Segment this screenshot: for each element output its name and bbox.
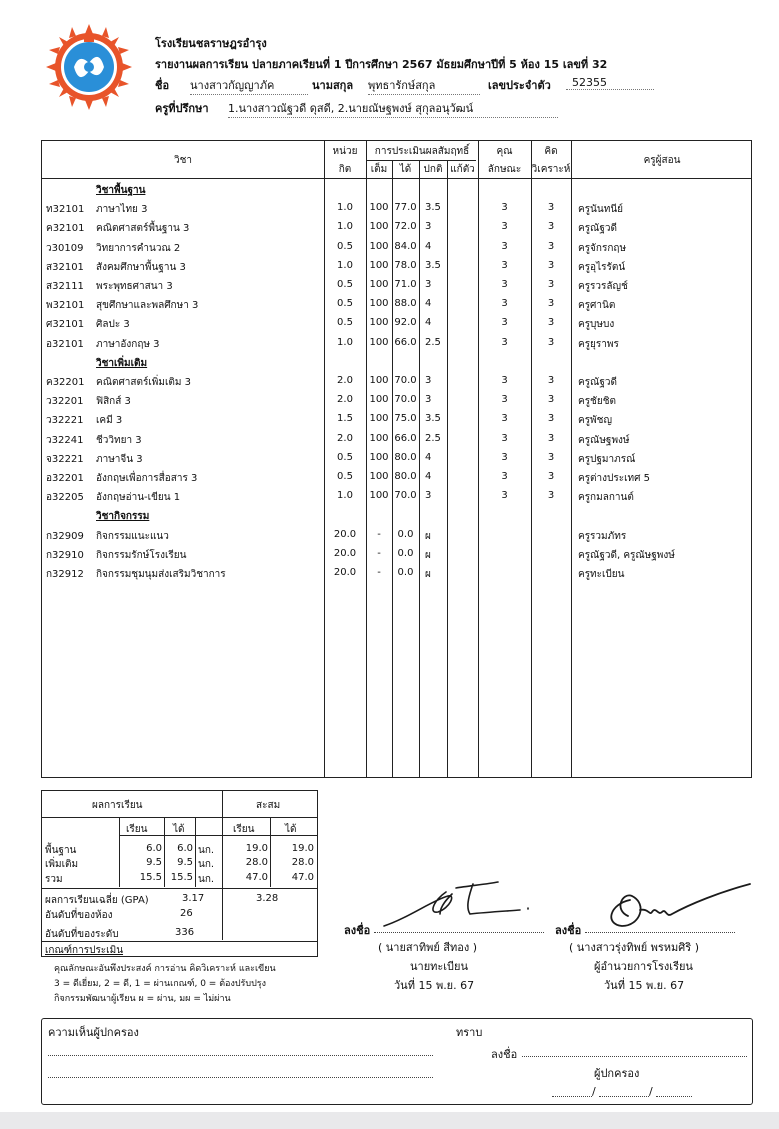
- cell-teacher: ครูรวมภัทร: [578, 530, 627, 542]
- cell-name: ภาษาอังกฤษ 3: [96, 338, 160, 350]
- summary-c_got: 19.0: [291, 843, 314, 854]
- summary-unit: นก.: [198, 845, 215, 856]
- cell-attr: 3: [501, 375, 508, 386]
- table-row: [42, 258, 751, 277]
- cell-full: 100: [369, 279, 389, 290]
- cell-teacher: ครูปฐมาภรณ์: [578, 453, 636, 465]
- parent-role: ผู้ปกครอง: [594, 1067, 640, 1080]
- table-row: [42, 392, 751, 411]
- cell-credit: 1.0: [337, 202, 353, 214]
- cell-think: 3: [547, 221, 555, 233]
- registrar-role: นายทะเบียน: [410, 960, 469, 973]
- cell-grade: 3.5: [425, 413, 441, 425]
- header-evaluation: การประเมินผลสัมฤทธิ์: [374, 146, 470, 157]
- summary-result-header: ผลการเรียน: [92, 800, 143, 811]
- cell-grade: 4: [425, 471, 432, 482]
- table-row: [42, 277, 751, 296]
- cell-teacher: ครูนันทนีย์: [578, 204, 624, 216]
- section-title: วิชาพื้นฐาน: [96, 185, 146, 196]
- header-credit-bottom: กิต: [338, 164, 352, 175]
- cell-code: ท32101: [46, 204, 85, 216]
- name-value: นางสาวกัญญาภัค: [190, 79, 275, 92]
- summary-learn: 9.5: [146, 857, 162, 868]
- cell-got: 66.0: [394, 432, 417, 444]
- table-row: [42, 219, 751, 238]
- cell-got: 72.0: [394, 221, 417, 233]
- cell-think: 3: [547, 259, 555, 271]
- cell-think: 3: [547, 317, 555, 329]
- surname-value: พุทธารักษ์สกุล: [368, 79, 436, 92]
- cell-teacher: ครูอุไรรัตน์: [578, 261, 626, 273]
- cell-full: 100: [369, 375, 389, 386]
- table-row: [42, 565, 751, 584]
- table-row: [42, 469, 751, 488]
- school-logo-icon: [44, 22, 134, 112]
- cell-got: 88.0: [394, 298, 417, 310]
- cell-attr: 3: [501, 240, 508, 252]
- cell-teacher: ครูณัฐวดี: [578, 377, 617, 388]
- summary-cumulative-header: สะสม: [256, 800, 281, 811]
- cell-teacher: ครูรวรลัญช์: [578, 281, 628, 292]
- student-id-label: เลขประจำตัว: [488, 79, 551, 92]
- summary-c_learn: 19.0: [245, 843, 268, 854]
- header-fixed: แก้ตัว: [450, 164, 475, 175]
- surname-label: นามสกุล: [312, 79, 354, 92]
- cell-full: 100: [369, 298, 389, 310]
- header-normal: ปกติ: [423, 164, 443, 175]
- cell-full: 100: [369, 221, 389, 233]
- cell-full: 100: [369, 317, 389, 329]
- cell-code: ส32101: [46, 261, 84, 273]
- cell-full: -: [377, 528, 381, 540]
- cell-think: 3: [547, 375, 555, 386]
- section-heading: [42, 354, 751, 373]
- cell-teacher: ครูศานิต: [578, 300, 616, 312]
- cell-full: 100: [369, 471, 389, 482]
- rank-room-value: 26: [180, 908, 193, 919]
- cell-credit: 20.0: [333, 567, 357, 578]
- header-attr-top: คุณ: [496, 146, 513, 157]
- cell-grade: 3: [425, 279, 432, 290]
- cell-got: 70.0: [394, 490, 417, 502]
- cell-name: อังกฤษเพื่อการสื่อสาร 3: [96, 473, 198, 484]
- parent-comment-line-2[interactable]: [48, 1077, 433, 1078]
- table-row: [42, 431, 751, 450]
- rank-level-label: อันดับที่ของระดับ: [45, 929, 119, 940]
- table-row: [42, 411, 751, 430]
- cell-credit: 0.5: [337, 317, 353, 329]
- summary-learn: 15.5: [139, 872, 162, 883]
- cell-attr: 3: [501, 259, 508, 271]
- cell-credit: 2.0: [337, 375, 353, 386]
- cell-teacher: ครูณัฐวดี, ครูณัษฐพงษ์: [578, 549, 675, 561]
- criteria-line-1: คุณลักษณะอันพึงประสงค์ การอ่าน คิดวิเคราะห์ และเขียน: [54, 964, 276, 974]
- cell-grade: 4: [425, 298, 432, 310]
- school-name: โรงเรียนชลราษฎรอำรุง: [155, 37, 267, 50]
- date-separator-2: /: [649, 1085, 653, 1098]
- cell-teacher: ครูต่างประเทศ 5: [578, 473, 651, 484]
- student-id-value: 52355: [572, 76, 607, 89]
- gpa-value: 3.17: [182, 893, 205, 904]
- cell-grade: 4: [425, 317, 432, 329]
- gpa-label: ผลการเรียนเฉลี่ย (GPA): [45, 895, 149, 906]
- cell-teacher: ครูยุราพร: [578, 338, 619, 350]
- director-signature-icon: [600, 880, 760, 935]
- parent-ack-label: ทราบ: [456, 1026, 483, 1039]
- table-row: [42, 239, 751, 258]
- cell-name: ชีววิทยา 3: [96, 434, 142, 446]
- cell-got: 70.0: [394, 375, 417, 386]
- cell-grade: 2.5: [425, 336, 441, 348]
- cell-name: ภาษาจีน 3: [96, 453, 143, 465]
- registrar-signature-icon: [378, 878, 538, 933]
- director-role: ผู้อำนวยการโรงเรียน: [594, 960, 693, 973]
- cell-credit: 1.0: [337, 259, 353, 271]
- parent-comment-label: ความเห็นผู้ปกครอง: [48, 1026, 139, 1039]
- cell-think: 3: [547, 240, 555, 252]
- name-label: ชื่อ: [155, 79, 170, 92]
- cell-name: สุขศึกษาและพลศึกษา 3: [96, 300, 199, 312]
- header-credit-top: หน่วย: [332, 146, 358, 157]
- table-row: [42, 527, 751, 546]
- cell-name: กิจกรรมแนะแนว: [96, 530, 169, 542]
- cell-full: 100: [369, 240, 389, 252]
- advisor-value: 1.นางสาวณัฐวดี ดุสดี, 2.นายณัษฐพงษ์ สุกุลอนุวัฒน์: [228, 102, 474, 115]
- cell-attr: 3: [501, 394, 508, 406]
- cell-think: 3: [547, 298, 555, 310]
- cell-credit: 0.5: [337, 279, 353, 290]
- summary-got: 6.0: [177, 843, 193, 854]
- section-heading: [42, 507, 751, 526]
- summary-label: พื้นฐาน: [45, 845, 77, 856]
- summary-c_got: 28.0: [291, 857, 314, 868]
- cell-attr: 3: [501, 413, 508, 425]
- registrar-name: ( นายสาทิพย์ สีทอง ): [378, 941, 477, 954]
- cell-got: 80.0: [394, 451, 417, 463]
- criteria-title: เกณฑ์การประเมิน: [45, 945, 124, 956]
- director-date: วันที่ 15 พ.ย. 67: [604, 979, 685, 992]
- table-row: [42, 335, 751, 354]
- cell-code: อ32101: [46, 338, 84, 350]
- report-title: รายงานผลการเรียน ปลายภาคเรียนที่ 1 ปีการศึกษา 2567 มัธยมศึกษาปีที่ 5 ห้อง 15 เลขที่ 32: [155, 58, 608, 71]
- summary-learn: 6.0: [146, 843, 162, 854]
- cell-credit: 1.0: [337, 336, 353, 348]
- cell-code: ศ32101: [46, 319, 85, 331]
- cell-attr: 3: [501, 202, 508, 214]
- cell-grade: 4: [425, 451, 432, 463]
- cell-credit: 0.5: [337, 471, 353, 482]
- cell-grade: ผ: [425, 569, 431, 580]
- cell-code: ว32201: [46, 396, 84, 408]
- cell-name: คณิตศาสตร์เพิ่มเติม 3: [96, 377, 192, 388]
- cell-attr: 3: [501, 490, 508, 502]
- cell-code: อ32201: [46, 473, 84, 484]
- cell-grade: 3: [425, 394, 432, 406]
- cell-grade: 3.5: [425, 259, 441, 271]
- cell-name: พระพุทธศาสนา 3: [96, 281, 173, 292]
- cell-name: กิจกรรมรักษ์โรงเรียน: [96, 549, 187, 561]
- header-teacher: ครูผู้สอน: [643, 155, 681, 166]
- cell-attr: 3: [501, 317, 508, 329]
- cell-code: ก32910: [46, 549, 84, 561]
- cell-full: -: [377, 567, 381, 578]
- cell-got: 0.0: [397, 547, 414, 559]
- cell-credit: 1.0: [337, 221, 353, 233]
- cell-name: สังคมศึกษาพื้นฐาน 3: [96, 261, 186, 273]
- cell-credit: 2.0: [337, 432, 353, 444]
- cell-teacher: ครูบุษบง: [578, 319, 615, 331]
- cell-got: 84.0: [394, 240, 417, 252]
- summary-got: 15.5: [170, 872, 193, 883]
- cell-grade: ผ: [425, 530, 431, 542]
- cell-grade: 4: [425, 240, 432, 252]
- summary-unit: นก.: [198, 874, 215, 885]
- cell-full: 100: [369, 259, 389, 271]
- header-subject: วิชา: [173, 155, 193, 166]
- table-row: [42, 315, 751, 334]
- cell-teacher: ครูกมลกานต์: [578, 492, 634, 504]
- cell-code: ค32101: [46, 223, 85, 235]
- cell-code: ว30109: [46, 242, 84, 254]
- summary-got: 9.5: [177, 857, 193, 868]
- cell-name: ศิลปะ 3: [96, 319, 130, 331]
- cell-full: 100: [369, 413, 389, 425]
- left-sign-label: ลงชื่อ: [344, 924, 371, 937]
- table-row: [42, 296, 751, 315]
- cell-code: พ32101: [46, 300, 85, 312]
- cell-attr: 3: [501, 298, 508, 310]
- section-title: วิชากิจกรรม: [96, 511, 150, 523]
- summary-cum-got-header: ได้: [285, 824, 297, 835]
- cell-code: อ32205: [46, 492, 84, 504]
- cell-grade: 3: [425, 490, 432, 502]
- cell-got: 78.0: [394, 259, 417, 271]
- cell-got: 71.0: [394, 279, 417, 290]
- cell-full: -: [377, 547, 381, 559]
- cell-code: ก32912: [46, 569, 84, 580]
- cell-name: วิทยาการคำนวณ 2: [96, 242, 181, 254]
- cell-code: ก32909: [46, 530, 84, 542]
- table-row: [42, 200, 751, 219]
- cell-teacher: ครูณัฐวดี: [578, 223, 617, 235]
- header-full: เต็ม: [370, 164, 388, 175]
- grades-table: [41, 140, 752, 778]
- cell-teacher: ครูพัชญ: [578, 415, 612, 427]
- parent-comment-box: [41, 1018, 753, 1105]
- cell-think: 3: [547, 394, 555, 406]
- criteria-line-2: 3 = ดีเยี่ยม, 2 = ดี, 1 = ผ่านเกณฑ์, 0 = ต้องปรับปรุง: [54, 979, 267, 989]
- registrar-date: วันที่ 15 พ.ย. 67: [394, 979, 475, 992]
- header-think-bottom: วิเคราะห์: [531, 164, 571, 175]
- cell-full: 100: [369, 432, 389, 444]
- cell-got: 75.0: [394, 413, 417, 425]
- cell-credit: 20.0: [333, 528, 357, 540]
- cell-think: 3: [547, 413, 555, 425]
- cell-credit: 1.5: [337, 413, 353, 425]
- summary-cum-learn-header: เรียน: [233, 824, 255, 835]
- cell-got: 66.0: [394, 336, 417, 348]
- criteria-line-3: กิจกรรมพัฒนาผู้เรียน ผ = ผ่าน, มผ = ไม่ผ่าน: [54, 994, 231, 1004]
- date-separator-1: /: [592, 1085, 596, 1098]
- cell-credit: 0.5: [337, 298, 353, 310]
- cell-attr: 3: [501, 221, 508, 233]
- summary-box: [41, 790, 318, 957]
- parent-comment-line-1[interactable]: [48, 1055, 433, 1056]
- cell-think: 3: [547, 451, 555, 463]
- cell-full: 100: [369, 202, 389, 214]
- summary-c_learn: 47.0: [245, 872, 268, 883]
- cell-credit: 2.0: [337, 394, 353, 406]
- cell-got: 80.0: [394, 471, 417, 482]
- table-row: [42, 373, 751, 392]
- right-sign-label: ลงชื่อ: [555, 924, 582, 937]
- cell-name: เคมี 3: [96, 415, 123, 427]
- cell-grade: 3.5: [425, 202, 441, 214]
- cell-name: ภาษาไทย 3: [96, 204, 148, 216]
- cell-credit: 0.5: [337, 240, 353, 252]
- cell-teacher: ครูจักรกฤษ: [578, 242, 627, 254]
- cell-credit: 20.0: [333, 547, 357, 559]
- cell-think: 3: [547, 432, 555, 444]
- cell-got: 0.0: [397, 528, 414, 540]
- summary-unit: นก.: [198, 859, 215, 870]
- rank-level-value: 336: [175, 927, 195, 938]
- parent-sign-line[interactable]: [522, 1056, 747, 1057]
- cell-code: ส32111: [46, 281, 84, 292]
- cell-name: ฟิสิกส์ 3: [96, 396, 131, 408]
- cell-credit: 1.0: [337, 490, 353, 502]
- cell-attr: 3: [501, 451, 508, 463]
- advisor-label: ครูที่ปรึกษา: [155, 102, 209, 115]
- cell-teacher: ครูณัษฐพงษ์: [578, 434, 630, 446]
- cell-teacher: ครูทะเบียน: [578, 569, 625, 580]
- cell-think: 3: [547, 336, 555, 348]
- cell-got: 92.0: [394, 317, 417, 329]
- cell-think: 3: [547, 279, 555, 290]
- rank-room-label: อันดับที่ของห้อง: [45, 910, 113, 921]
- cell-got: 77.0: [394, 202, 417, 214]
- cell-attr: 3: [501, 279, 508, 290]
- summary-c_learn: 28.0: [245, 857, 268, 868]
- cell-attr: 3: [501, 471, 508, 482]
- header-think-top: คิด: [544, 146, 558, 157]
- cell-code: ว32221: [46, 415, 84, 427]
- section-title: วิชาเพิ่มเติม: [96, 357, 148, 369]
- cell-think: 3: [547, 202, 555, 214]
- cell-grade: 3: [425, 375, 432, 386]
- cell-attr: 3: [501, 432, 508, 444]
- summary-label: รวม: [45, 874, 63, 885]
- table-row: [42, 488, 751, 507]
- cell-teacher: ครูชัยชิต: [578, 396, 616, 408]
- cell-name: อังกฤษอ่าน-เขียน 1: [96, 492, 181, 504]
- cell-name: คณิตศาสตร์พื้นฐาน 3: [96, 223, 190, 235]
- table-row: [42, 450, 751, 469]
- cell-grade: ผ: [425, 549, 431, 561]
- cell-think: 3: [547, 471, 555, 482]
- summary-label: เพิ่มเติม: [45, 859, 79, 870]
- cell-code: ค32201: [46, 377, 85, 388]
- cell-full: 100: [369, 490, 389, 502]
- cell-grade: 3: [425, 221, 432, 233]
- cell-code: ว32241: [46, 434, 84, 446]
- cell-credit: 0.5: [337, 451, 353, 463]
- parent-sign-label: ลงชื่อ: [491, 1048, 518, 1061]
- header-got: ได้: [399, 164, 412, 175]
- summary-got-header: ได้: [173, 824, 185, 835]
- summary-learn-header: เรียน: [126, 824, 148, 835]
- cell-attr: 3: [501, 336, 508, 348]
- summary-c_got: 47.0: [291, 872, 314, 883]
- cell-got: 0.0: [397, 567, 414, 578]
- cell-full: 100: [369, 451, 389, 463]
- cell-full: 100: [369, 394, 389, 406]
- bottom-strip: [0, 1112, 779, 1129]
- cell-think: 3: [547, 490, 555, 502]
- cell-code: จ32221: [46, 453, 84, 465]
- header-attr-bottom: ลักษณะ: [487, 164, 522, 175]
- table-row: [42, 546, 751, 565]
- director-name: ( นางสาวรุ่งทิพย์ พรหมศิริ ): [569, 941, 699, 954]
- section-heading: [42, 181, 751, 200]
- cell-grade: 2.5: [425, 432, 441, 444]
- cell-name: กิจกรรมชุมนุมส่งเสริมวิชาการ: [96, 569, 226, 580]
- cell-got: 70.0: [394, 394, 417, 406]
- gpa-cumulative-value: 3.28: [256, 893, 279, 904]
- cell-full: 100: [369, 336, 389, 348]
